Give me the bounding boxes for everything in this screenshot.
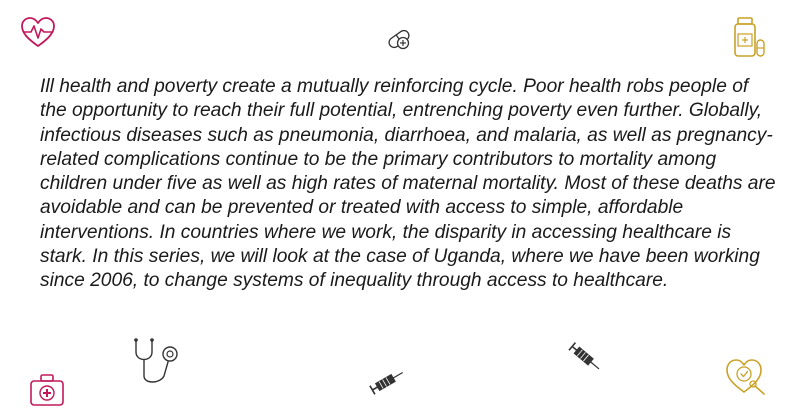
syringe-icon <box>368 366 408 396</box>
heart-care-icon <box>722 352 770 398</box>
body-paragraph: Ill health and poverty create a mutually reinforcing cycle. Poor health robs people of the opportunity to reach their full potential, entrenching poverty even further. Globally, infectious diseases such as pneumonia, diarrhoea, and malaria, as well as pregnancy-related complications continue to be the primary contributors to mortality among children under five as well as high rates of maternal mortality. Most of these deaths are avoidable and can be prevented or treated with access to simple, affordable interventions. In countries where we work, the disparity in accessing healthcare is stark. In this series, we will look at the case of Uganda, where we have been working since 2006, to change systems of inequality through access to healthcare. <box>40 76 776 292</box>
medicine-bottle-icon <box>730 14 770 62</box>
first-aid-kit-icon <box>28 372 66 408</box>
stethoscope-icon <box>130 336 186 388</box>
heartbeat-icon <box>18 14 58 50</box>
pill-capsule-icon <box>384 26 414 52</box>
syringe-icon <box>566 340 606 376</box>
